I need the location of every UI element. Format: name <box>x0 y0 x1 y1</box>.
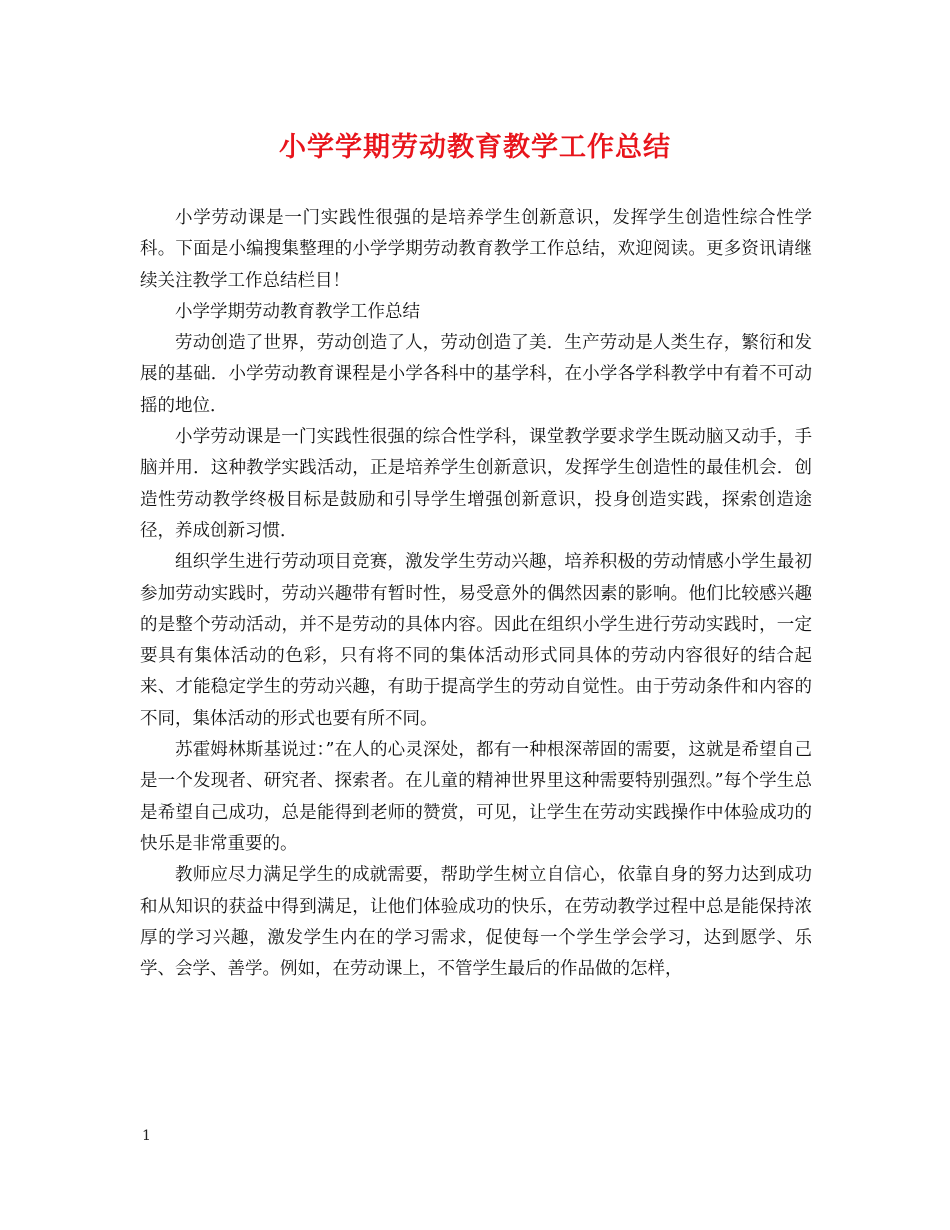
paragraph-intro: 小学劳动课是一门实践性很强的是培养学生创新意识，发挥学生创造性综合性学科。下面是小编搜集整理的小学学期劳动教育教学工作总结，欢迎阅读。更多资讯请继续关注教学工作总结栏目！ <box>140 208 812 291</box>
document-title: 小学学期劳动教育教学工作总结 <box>279 132 671 163</box>
document-body <box>140 203 812 985</box>
paragraph-competition: 组织学生进行劳动项目竞赛，激发学生劳动兴趣，培养积极的劳动情感小学生最初参加劳动实践时，劳动兴趣带有暂时性，易受意外的偶然因素的影响。他们比较感兴趣的是整个劳动活动，并不是劳动的具体内容。因此在组织小学生进行劳动实践时，一定要具有集体活动的色彩，只有将不同的集体活动形式同具体的劳动内容很好的结合起来、才能稳定学生的劳动兴趣，有助于提高学生的劳动自觉性。由于劳动条件和内容的不同，集体活动的形式也要有所不同。 <box>140 552 812 729</box>
paragraph-labor-creates: 劳动创造了世界，劳动创造了人，劳动创造了美．生产劳动是人类生存，繁衍和发展的基础．小学劳动教育课程是小学各科中的基学科，在小学各学科教学中有着不可动摇的地位． <box>140 333 812 416</box>
paragraph-teacher-needs: 教师应尽力满足学生的成就需要，帮助学生树立自信心，依靠自身的努力达到成功和从知识的获益中得到满足，让他们体验成功的快乐，在劳动教学过程中总是能保持浓厚的学习兴趣，激发学生内在的学习需求，促使每一个学生学会学习，达到愿学、乐学、会学、善学。例如，在劳动课上，不管学生最后的作品做的怎样， <box>140 865 812 980</box>
paragraph-subheading: 小学学期劳动教育教学工作总结 <box>175 301 420 322</box>
page-number: 1 <box>142 1128 151 1144</box>
paragraph-sukhomlinsky-quote: 苏霍姆林斯基说过：”在人的心灵深处，都有一种根深蒂固的需要，这就是希望自己是一个发现者、研究者、探索者。在儿童的精神世界里这种需要特别强烈。”每个学生总是希望自己成功，总是能得到老师的赞赏，可见，让学生在劳动实践操作中体验成功的快乐是非常重要的。 <box>140 740 812 854</box>
paragraph-practice-course: 小学劳动课是一门实践性很强的综合性学科，课堂教学要求学生既动脑又动手，手脑并用．这种教学实践活动，正是培养学生创新意识，发挥学生创造性的最佳机会．创造性劳动教学终极目标是鼓励和引导学生增强创新意识，投身创造实践，探索创造途径，养成创新习惯． <box>140 427 812 541</box>
